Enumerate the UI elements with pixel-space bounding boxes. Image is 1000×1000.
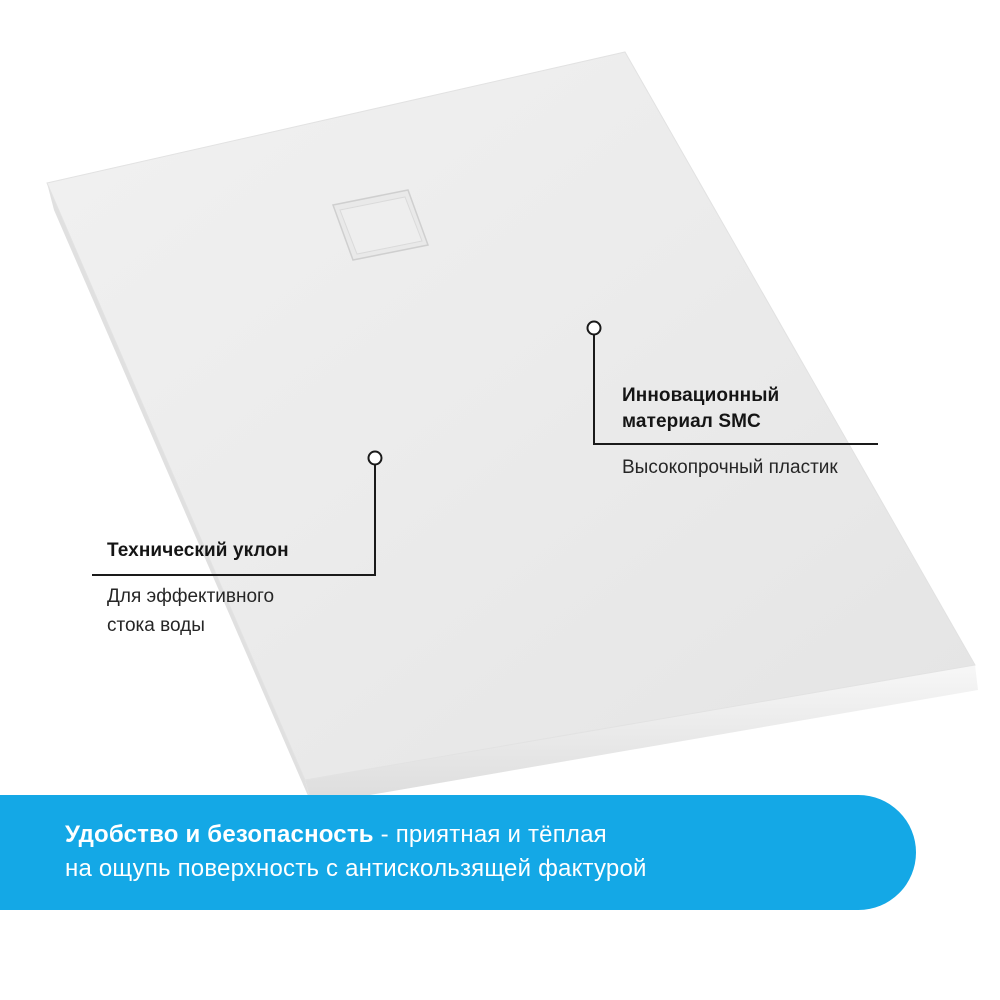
circle-marker-icon: [369, 452, 382, 465]
slope-callout-description: [107, 583, 274, 640]
feature-banner: [0, 795, 916, 910]
banner-text: [65, 818, 647, 885]
slope-callout-title: Технический уклон: [107, 540, 289, 561]
banner-line-1-rest: - приятная и тёплая: [373, 821, 607, 848]
banner-line-1: [65, 818, 647, 852]
tray-top-surface: [47, 52, 975, 780]
banner-bold-text: Удобство и безопасность: [65, 821, 374, 848]
banner-line-2: на ощупь поверхность с антискользящей фактурой: [65, 854, 647, 882]
material-callout-description: Высокопрочный пластик: [622, 457, 838, 478]
material-callout-title: [622, 383, 779, 434]
shower-tray: [47, 52, 978, 805]
slope-description-line-2: стока воды: [107, 614, 205, 636]
material-title-line-1: Инновационный: [622, 385, 780, 406]
circle-marker-icon: [588, 322, 601, 335]
slope-description-line-1: Для эффективного: [107, 586, 275, 607]
material-title-line-2: материал SMC: [622, 410, 761, 432]
